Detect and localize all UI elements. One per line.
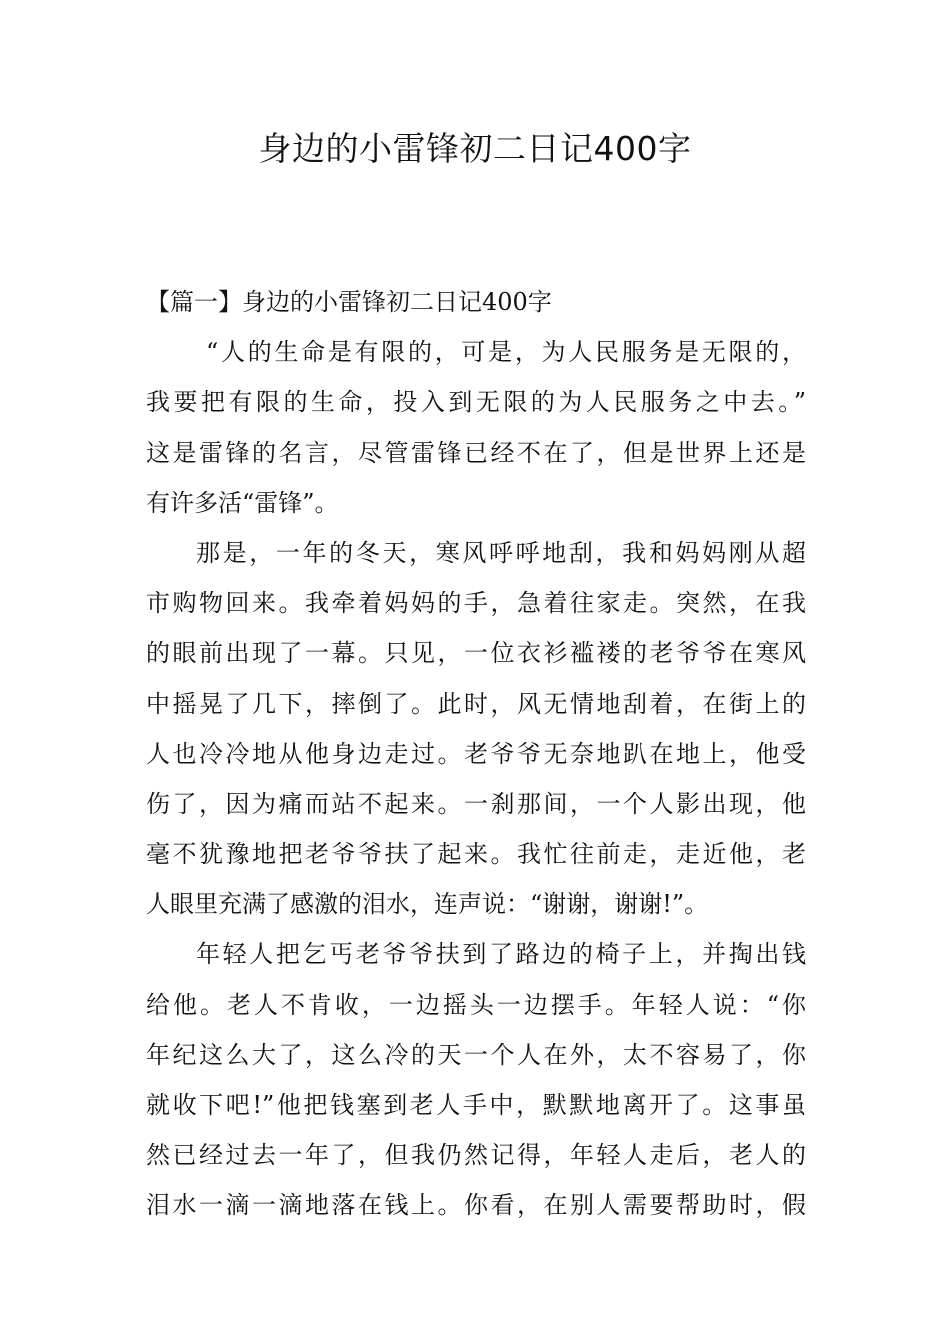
text-line: 有许多活“雷锋”。 (146, 488, 339, 517)
text-line: 给他。老人不肯收，一边摇头一边摆手。年轻人说：“你 (146, 990, 806, 1019)
text-line: “人的生命是有限的，可是，为人民服务是无限的， (206, 338, 806, 367)
section-heading: 【篇一】身边的小雷锋初二日记400字 (146, 288, 552, 316)
text-line: 市购物回来。我牵着妈妈的手，急着往家走。突然，在我 (146, 589, 806, 618)
text-line: 那是，一年的冬天，寒风呼呼地刮，我和妈妈刚从超 (196, 538, 806, 567)
text-line: 人也冷冷地从他身边走过。老爷爷无奈地趴在地上，他受 (146, 739, 806, 768)
text-line: 然已经过去一年了，但我仍然记得，年轻人走后，老人的 (146, 1141, 806, 1170)
text-line: 泪水一滴一滴地落在钱上。你看，在别人需要帮助时，假 (146, 1191, 806, 1220)
text-line: 毫不犹豫地把老爷爷扶了起来。我忙往前走，走近他，老 (146, 840, 806, 869)
text-line: 年轻人把乞丐老爷爷扶到了路边的椅子上，并掏出钱 (196, 940, 806, 969)
text-line: 伤了，因为痛而站不起来。一刹那间，一个人影出现，他 (146, 789, 806, 818)
text-line: 我要把有限的生命，投入到无限的为人民服务之中去。” (146, 388, 806, 417)
text-line: 年纪这么大了，这么冷的天一个人在外，太不容易了，你 (146, 1040, 806, 1069)
text-line: 中摇晃了几下，摔倒了。此时，风无情地刮着，在街上的 (146, 689, 806, 718)
text-line: 就收下吧!”他把钱塞到老人手中，默默地离开了。这事虽 (146, 1091, 806, 1119)
text-line: 人眼里充满了感激的泪水，连声说：“谢谢，谢谢!”。 (146, 890, 709, 919)
document-body (146, 277, 806, 1231)
text-line: 这是雷锋的名言，尽管雷锋已经不在了，但是世界上还是 (146, 438, 806, 467)
text-line: 的眼前出现了一幕。只见，一位衣衫褴褛的老爷爷在寒风 (146, 639, 806, 668)
document-title: 身边的小雷锋初二日记400字 (258, 129, 692, 168)
